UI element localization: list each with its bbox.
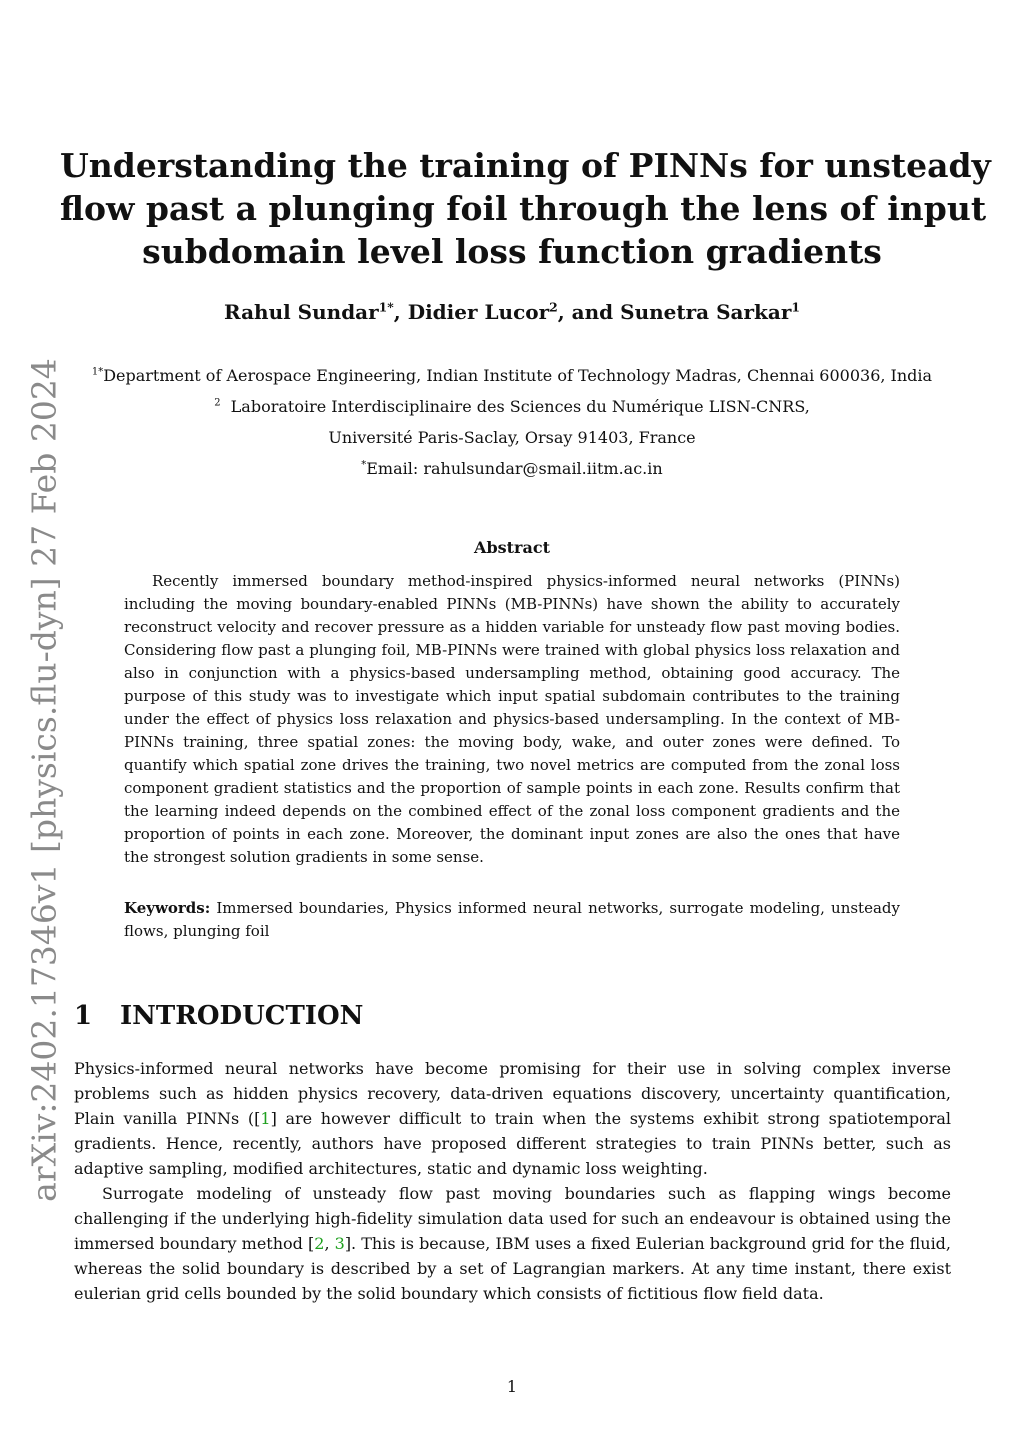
- affiliation-2: [60, 397, 964, 416]
- author-name: Rahul Sundar: [223, 300, 379, 324]
- affiliation-text: Laboratoire Interdisciplinaire des Sciences du Numérique LISN-CNRS,: [230, 397, 810, 416]
- affiliation-text: Department of Aerospace Engineering, Indian Institute of Technology Madras, Chennai 600036, India: [103, 366, 933, 385]
- page-number: 1: [506, 1377, 518, 1396]
- intro-paragraph-1: [74, 1056, 951, 1181]
- title-line: Understanding the training of PINNs for unsteady: [60, 146, 991, 185]
- section-heading: [74, 1001, 363, 1031]
- section-number: 1: [74, 1001, 93, 1031]
- affiliation-1: [60, 366, 964, 385]
- title-line: flow past a plunging foil through the lens of input: [60, 189, 987, 228]
- keywords-text: Immersed boundaries, Physics informed neural networks, surrogate modeling, unsteady flows, plunging foil: [124, 899, 900, 940]
- affiliation-mark: 1*: [91, 366, 104, 378]
- author-separator: , and: [557, 300, 621, 324]
- author-name: Sunetra Sarkar: [620, 300, 792, 324]
- affiliation-mark: 2: [214, 397, 221, 409]
- author-affiliation-mark: 1: [791, 299, 800, 315]
- paragraph-text: Surrogate modeling of unsteady flow past moving boundaries such as flapping wings become challenging if the underlying high-fidelity simulation data used for such an endeavour is obtained using the immersed boundary method [: [74, 1184, 951, 1253]
- contact-email: [60, 459, 964, 478]
- author-list: [60, 300, 964, 324]
- paragraph-text: Physics-informed neural networks have become promising for their use in solving complex inverse problems such as hidden physics recovery, data-driven equations discovery, uncertainty quantification, Plain vanilla PINNs ([: [74, 1059, 951, 1128]
- paragraph-text: ]. This is because, IBM uses a fixed Eulerian background grid for the fluid, whereas the solid boundary is described by a set of Lagrangian markers. At any time instant, there exist eulerian grid cells bounded by the solid boundary which consists of fictitious flow field data.: [74, 1234, 952, 1303]
- abstract-text: Recently immersed boundary method-inspired physics-informed neural networks (PINNs) including the moving boundary-enabled PINNs (MB-PINNs) have shown the ability to accurately reconstruct velocity and recover pressure as a hidden variable for unsteady flow past moving bodies. Considering flow past a plunging foil, MB-PINNs were trained with global physics loss relaxation and also in conjunction with a physics-based undersampling method, obtaining good accuracy. The purpose of this study was to investigate which input spatial subdomain contributes to the training under the effect of physics loss relaxation and physics-based undersampling. In the context of MB-PINNs training, three spatial zones: the moving body, wake, and outer zones were defined. To quantify which spatial zone drives the training, two novel metrics are computed from the zonal loss component gradient statistics and the proportion of sample points in each zone. Results confirm that the learning indeed depends on the combined effect of the zonal loss component gradients and the proportion of points in each zone. Moreover, the dominant input zones are also the ones that have the strongest solution gradients in some sense.: [124, 572, 900, 866]
- keywords: [124, 897, 900, 943]
- section-title: INTRODUCTION: [120, 1001, 364, 1031]
- author-name: Didier Lucor: [407, 300, 550, 324]
- email-text: Email: rahulsundar@smail.iitm.ac.in: [366, 459, 663, 478]
- citation-separator: ,: [324, 1234, 335, 1253]
- citation-link[interactable]: 3: [334, 1234, 345, 1253]
- author-separator: ,: [393, 300, 408, 324]
- author-affiliation-mark: 1*: [378, 299, 394, 315]
- paper-title: [60, 144, 991, 273]
- title-line: subdomain level loss function gradients: [142, 232, 882, 271]
- affiliation-2-continued: Université Paris-Saclay, Orsay 91403, France: [328, 428, 696, 447]
- paragraph-text: ] are however difficult to train when the systems exhibit strong spatiotemporal gradients. Hence, recently, authors have proposed different strategies to train PINNs better, such as adaptive sampling, modified architectures, static and dynamic loss weighting.: [74, 1109, 952, 1178]
- citation-link[interactable]: 2: [314, 1234, 325, 1253]
- author-affiliation-mark: 2: [549, 299, 558, 315]
- keywords-label: Keywords:: [124, 899, 211, 917]
- abstract-heading: Abstract: [474, 538, 550, 557]
- arxiv-identifier: arXiv:2402.17346v1 [physics.flu-dyn] 27 Feb 2024: [24, 358, 64, 1202]
- intro-paragraph-2: [74, 1181, 951, 1306]
- citation-link[interactable]: 1: [260, 1109, 271, 1128]
- email-mark: *: [361, 459, 367, 471]
